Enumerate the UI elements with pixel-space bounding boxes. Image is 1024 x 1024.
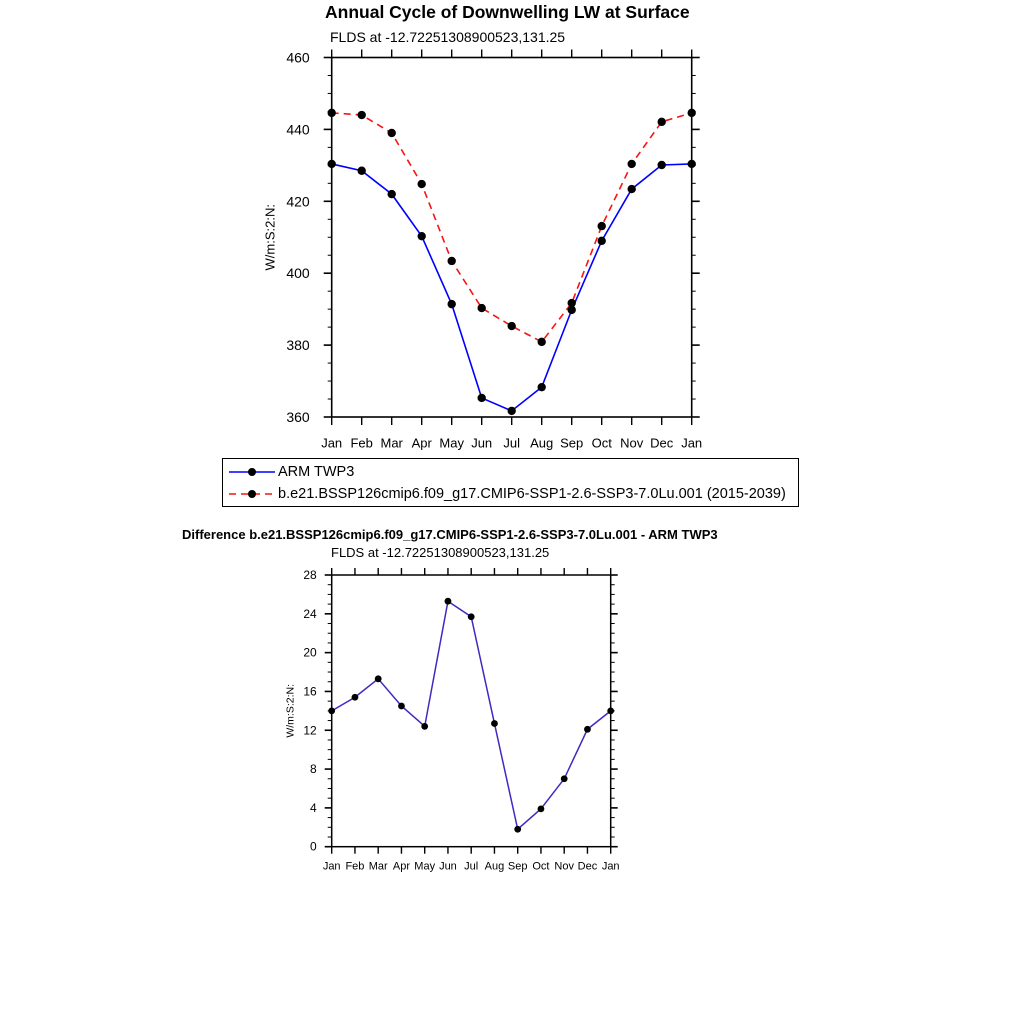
y-tick-label: 0	[310, 839, 317, 854]
series-line-difference	[332, 601, 611, 829]
data-point-marker	[508, 322, 516, 330]
difference-chart-subtitle: FLDS at -12.72251308900523,131.25	[331, 545, 550, 560]
x-tick-label: Oct	[591, 435, 612, 451]
legend-line-sample-solid-icon	[228, 466, 276, 478]
x-tick-label: Jan	[601, 860, 620, 873]
data-point-marker	[418, 232, 426, 240]
y-tick-label: 460	[286, 49, 310, 66]
data-point-marker	[478, 394, 486, 402]
top-chart-canvas	[240, 45, 720, 455]
plot-frame	[332, 58, 692, 418]
y-tick-label: 380	[286, 337, 310, 354]
data-point-marker	[352, 694, 359, 701]
legend-label-model: b.e21.BSSP126cmip6.f09_g17.CMIP6-SSP1-2.6-SSP3-7.0Lu.001 (2015-2039)	[278, 485, 786, 502]
data-point-marker	[538, 383, 546, 391]
x-tick-label: Mar	[368, 860, 388, 873]
data-point-marker	[421, 723, 428, 730]
data-point-marker	[448, 300, 456, 308]
y-tick-label: 360	[286, 409, 310, 425]
y-axis-title: W/m:S:2:N:	[262, 204, 278, 271]
data-point-marker	[628, 185, 636, 193]
data-point-marker	[561, 775, 568, 782]
x-tick-label: Dec	[577, 860, 598, 873]
y-tick-label: 24	[303, 606, 317, 621]
data-point-marker	[688, 160, 696, 168]
data-point-marker	[418, 180, 426, 188]
data-point-marker	[688, 109, 696, 117]
x-tick-label: Dec	[650, 435, 674, 451]
data-point-marker	[568, 299, 576, 307]
x-tick-label: Jan	[321, 435, 343, 451]
data-point-marker	[448, 257, 456, 265]
data-point-marker	[388, 190, 396, 198]
top-chart-subtitle: FLDS at -12.72251308900523,131.25	[330, 29, 566, 45]
legend-line-sample-dashed-icon	[228, 488, 276, 500]
difference-chart-canvas	[270, 560, 640, 880]
data-point-marker	[658, 161, 666, 169]
y-tick-label: 400	[286, 265, 310, 282]
x-tick-label: Mar	[380, 435, 403, 451]
legend-label-arm-twp3: ARM TWP3	[278, 463, 355, 480]
x-tick-label: Feb	[345, 860, 365, 873]
x-tick-label: Jan	[681, 435, 703, 451]
y-tick-label: 8	[310, 762, 317, 777]
y-tick-label: 20	[303, 645, 317, 660]
x-tick-label: Jun	[471, 435, 493, 451]
data-point-marker	[628, 160, 636, 168]
x-tick-label: Feb	[350, 435, 373, 451]
y-tick-label: 16	[303, 684, 317, 699]
data-point-marker	[508, 407, 516, 415]
data-point-marker	[538, 338, 546, 346]
data-point-marker	[491, 720, 498, 727]
legend-box	[222, 458, 799, 507]
data-point-marker	[445, 598, 452, 605]
data-point-marker	[328, 109, 336, 117]
x-tick-label: Aug	[530, 435, 554, 451]
y-tick-label: 420	[286, 193, 310, 210]
x-tick-label: Aug	[484, 860, 505, 873]
data-point-marker	[607, 707, 614, 714]
legend-entry-model	[223, 483, 798, 505]
y-tick-label: 12	[303, 723, 317, 738]
data-point-marker	[328, 160, 336, 168]
data-point-marker	[468, 613, 475, 620]
difference-chart-title: Difference b.e21.BSSP126cmip6.f09_g17.CMIP6-SSP1-2.6-SSP3-7.0Lu.001 - ARM TWP3	[182, 527, 718, 542]
x-tick-label: Oct	[532, 860, 550, 873]
data-point-marker	[388, 129, 396, 137]
top-chart-title: Annual Cycle of Downwelling LW at Surface	[325, 2, 690, 22]
data-point-marker	[598, 222, 606, 230]
x-tick-label: Jun	[439, 860, 457, 873]
x-tick-label: Jul	[503, 435, 521, 451]
legend-entry-arm-twp3	[223, 461, 798, 483]
x-tick-label: Apr	[411, 435, 432, 451]
x-tick-label: Sep	[560, 435, 584, 451]
data-point-marker	[398, 703, 405, 710]
x-tick-label: Apr	[392, 860, 411, 873]
series-line-b-e21-bssp126cmip6-f09-g17-cmi	[332, 113, 692, 342]
x-tick-label: Sep	[507, 860, 528, 873]
data-point-marker	[658, 118, 666, 126]
x-tick-label: Nov	[554, 860, 574, 873]
data-point-marker	[598, 237, 606, 245]
data-point-marker	[478, 304, 486, 312]
y-axis-title: W/m:S:2:N:	[284, 684, 297, 738]
x-tick-label: May	[439, 435, 464, 451]
x-tick-label: Nov	[620, 435, 644, 451]
y-tick-label: 28	[303, 568, 317, 582]
y-tick-label: 440	[286, 121, 310, 138]
series-line-arm-twp3	[332, 164, 692, 411]
x-tick-label: Jul	[464, 860, 479, 873]
data-point-marker	[328, 707, 335, 714]
x-tick-label: Jan	[322, 860, 341, 873]
legend-marker-dot-icon	[248, 490, 256, 498]
data-point-marker	[538, 805, 545, 812]
data-point-marker	[584, 726, 591, 733]
data-point-marker	[358, 167, 366, 175]
data-point-marker	[358, 111, 366, 119]
y-tick-label: 4	[310, 800, 317, 815]
data-point-marker	[375, 675, 382, 682]
data-point-marker	[514, 826, 521, 833]
x-tick-label: May	[414, 860, 436, 873]
legend-marker-dot-icon	[248, 468, 256, 476]
